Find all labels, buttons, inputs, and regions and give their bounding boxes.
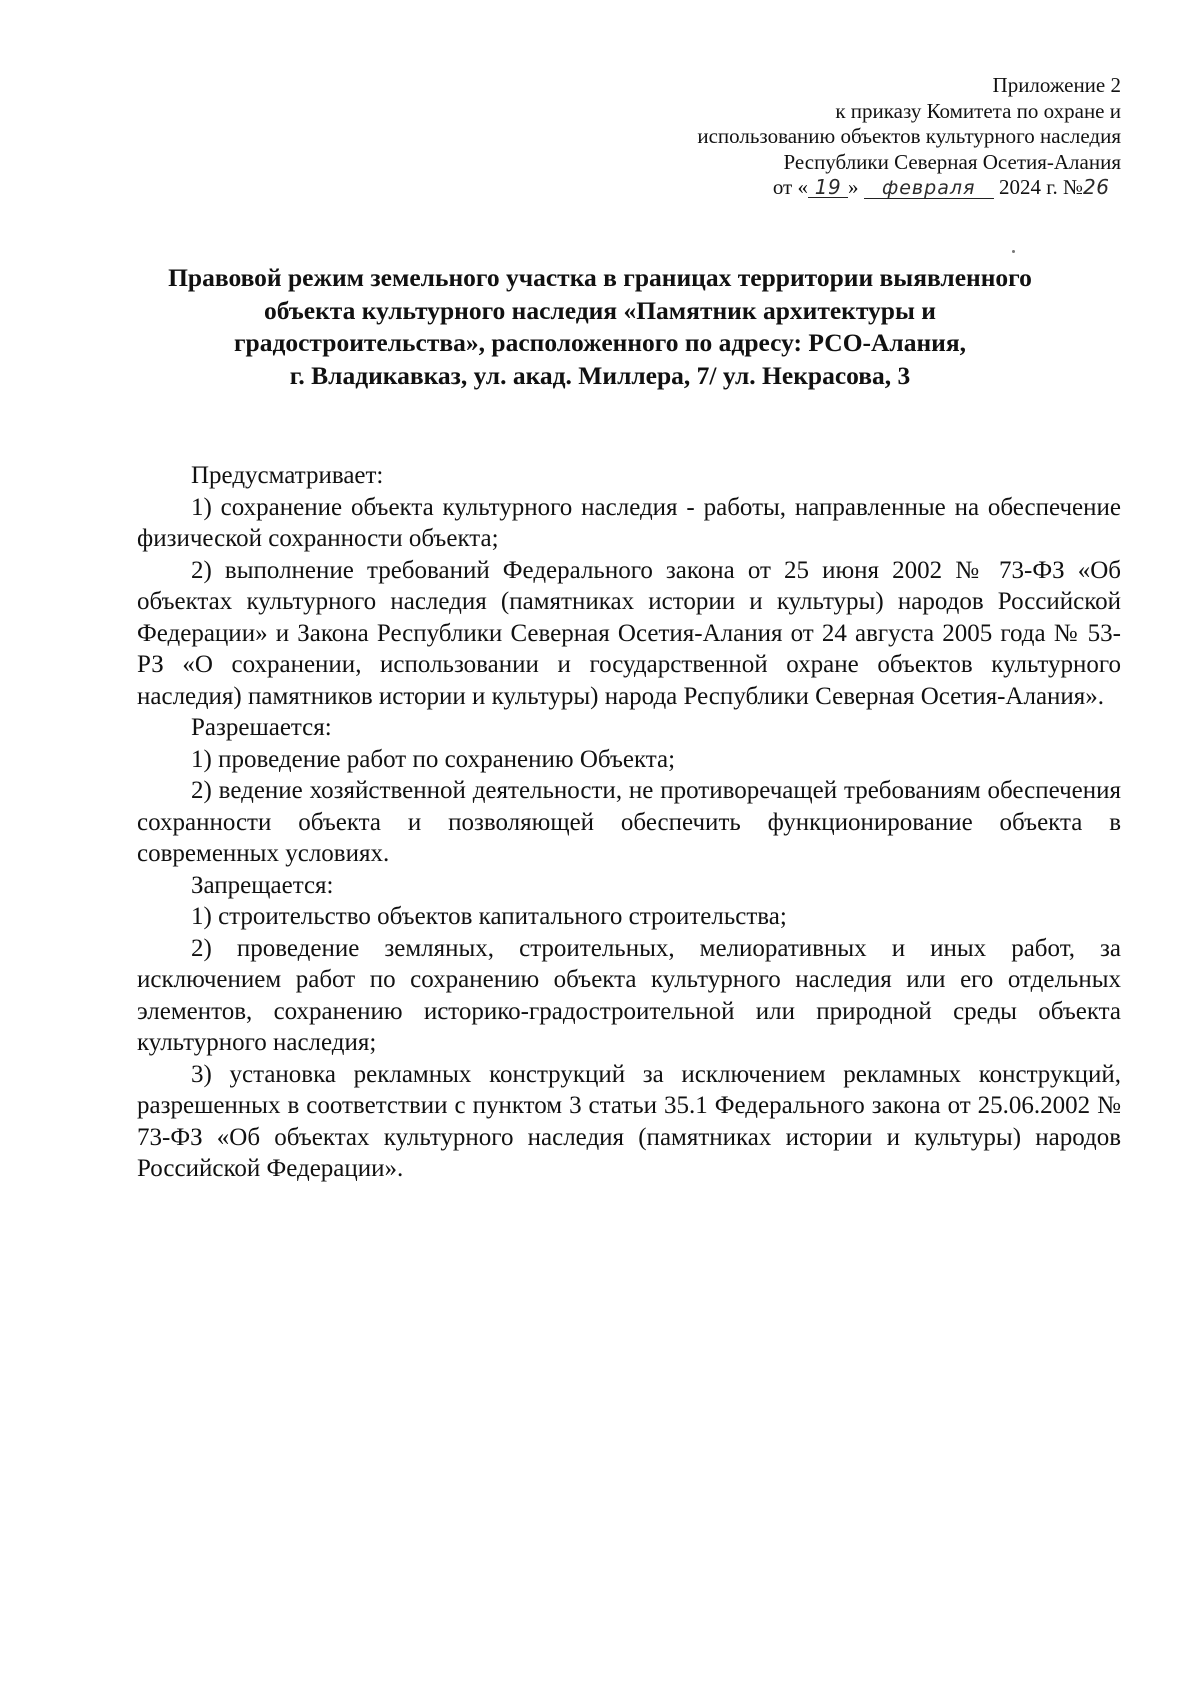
date-mid: » [847, 175, 859, 199]
appendix-number: Приложение 2 [992, 73, 1121, 97]
handwritten-order-number: 26 [1083, 175, 1110, 199]
order-date-line [697, 175, 1121, 201]
appendix-reference [697, 73, 1121, 201]
forbidden-item-3: 3) установка рекламных конструкций за исключением рекламных конструкций, разрешенных в соответствии с пунктом 3 статьи 35.1 Федерального закона от 25.06.2002 № 73-ФЗ «Об объектах культурного наследия (памятниках истории и культуры) народов Российской Федерации». [137, 1060, 1121, 1182]
date-prefix: от « [772, 175, 808, 199]
document-title [100, 262, 1100, 392]
title-line-1: Правовой режим земельного участка в границах территории выявленного [168, 263, 1032, 292]
document-body [137, 460, 1121, 1185]
allowed-item-1: 1) проведение работ по сохранению Объекта; [191, 745, 676, 773]
appendix-committee-line: использованию объектов культурного наследия [697, 124, 1121, 148]
title-line-4: г. Владикавказ, ул. акад. Миллера, 7/ ул. Некрасова, 3 [289, 360, 911, 390]
handwritten-day: 19 [808, 177, 848, 198]
allowed-item-2: 2) ведение хозяйственной деятельности, не противоречащей требованиям обеспечения сохранности объекта и позволяющей обеспечить функционирование объекта в современных условиях. [137, 777, 1121, 867]
scan-speck [1012, 250, 1015, 253]
provides-item-2: 2) выполнение требований Федерального закона от 25 июня 2002 № 73-ФЗ «Об объектах культурного наследия (памятниках истории и культуры) народов Российской Федерации» и Закона Республики Северная Осетия-Алания от 24 августа 2005 года № 53-РЗ «О сохранении, использовании и государственной охране объектов культурного наследия) памятников истории и культуры) народа Республики Северная Осетия-Алания». [137, 556, 1121, 710]
title-line-2: объекта культурного наследия «Памятник архитектуры и [264, 295, 936, 325]
appendix-republic-line: Республики Северная Осетия-Алания [783, 149, 1121, 174]
forbidden-heading: Запрещается: [191, 871, 334, 899]
date-year: 2024 г. № [998, 175, 1083, 199]
forbidden-item-1: 1) строительство объектов капитального строительства; [191, 903, 787, 930]
handwritten-month: февраля [864, 178, 994, 199]
forbidden-item-2: 2) проведение земляных, строительных, мелиоративных и иных работ, за исключением работ по сохранению объекта культурного наследия или его отдельных элементов, сохранению историко-градостроительной или природной среды объекта культурного наследия; [137, 934, 1121, 1056]
allowed-heading: Разрешается: [191, 714, 332, 741]
appendix-order-line: к приказу Комитета по охране и [835, 98, 1121, 123]
title-line-3: градостроительства», расположенного по адресу: РСО-Алания, [233, 328, 967, 357]
provides-heading: Предусматривает: [191, 462, 384, 489]
provides-item-1: 1) сохранение объекта культурного наследия - работы, направленные на обеспечение физической сохранности объекта; [137, 493, 1121, 552]
